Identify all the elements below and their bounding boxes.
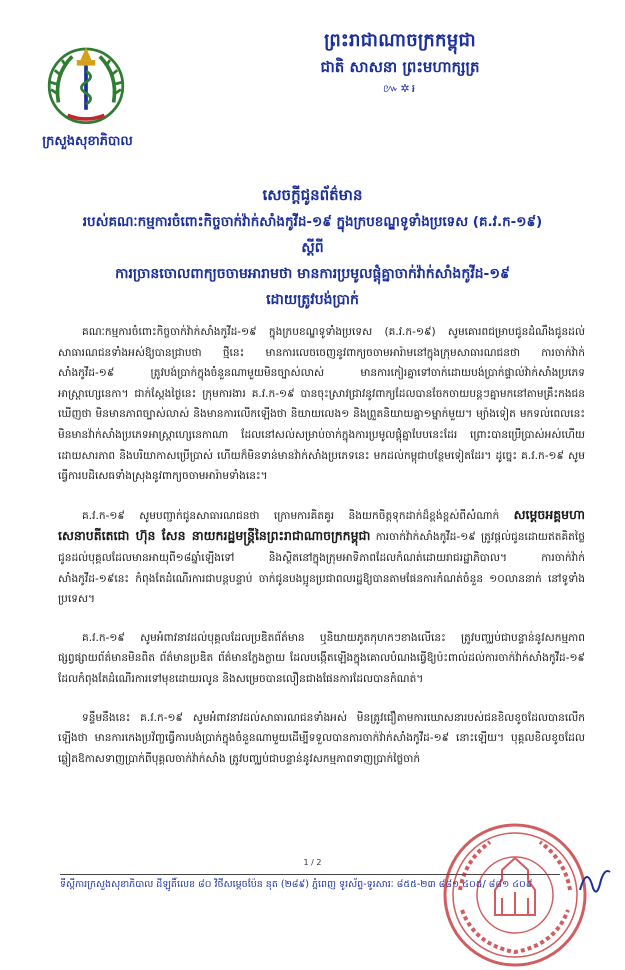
national-motto: ជាតិ សាសនា ព្រះមហាក្សត្រ: [320, 58, 480, 76]
paragraph-3: គ.វ.ក-១៩ សូមអំពាវនាវដល់បុគ្គលដែលប្រឌិតព័ត៌មាន ឬនិយាយភូតកុហកៗខាងលើនេះ ត្រូវបញ្ឈប់ជាបន្ទាន់នូវសកម្មភាពផ្សព្វផ្សាយព័ត៌មានមិនពិត ព័ត៌មានប្រឌិត ព័ត៌មានក្លែងក្លាយ ដែលបង្កើតឡើងក្នុងគោលបំណងធ្វើឱ្យប៉ះពាល់ដល់ការចាក់វ៉ាក់សាំងកូវីដ-១៩ ដែលកំពុងតែដំណើរការទៅមុខដោយរលូន និងសម្រេចបានលឿនជាងផែនការដែលបានកំណត់។: [58, 631, 585, 685]
paragraph-2-rest: ការចាក់វ៉ាក់សាំងកូវីដ-១៩ ត្រូវផ្តល់ជូនដោយឥតគិតថ្លៃ ជូនដល់បុគ្គលដែលមានអាយុពី១៨ឆ្នាំឡើងទៅ និងស្ថិតនៅក្នុងក្រុមអាទិភាពដែលកំណត់ដោយរាជរដ្ឋាភិបាល។ ការចាក់វ៉ាក់សាំងកូវីដ-១៩នេះ កំពុងតែដំណើរការជាបន្តបន្ទាប់ ចាក់ជូនបងប្អូនប្រជាពលរដ្ឋឱ្យបានតាមផែនការកំណត់ចំនួន ១០លាននាក់ នៅទូទាំងប្រទេស។: [58, 531, 585, 606]
prime-minister-name: សម្តេចអគ្គមហាសេនាបតីតេជោ ហ៊ុន សែន នាយករដ្ឋមន្ត្រីនៃព្រះរាជាណាចក្រកម្ពុជា: [58, 506, 585, 544]
paragraph-1: គណៈកម្មការចំពោះកិច្ចចាក់វ៉ាក់សាំងកូវីដ-១៩ ក្នុងក្របខណ្ឌទូទាំងប្រទេស (គ.វ.ក-១៩) សូមគោរពជម្រាបជូនដំណឹងជូនដល់សាធារណជនទាំងអស់ឱ្យបានជ្រាបថា ថ្មីនេះ មានការលេចចេញនូវពាក្យចចាមអារ៉ាមនៅក្នុងក្រុមសាធារណជនថា ការចាក់វ៉ាក់សាំងកូវីដ-១៩ ត្រូវបង់ប្រាក់ក្នុងចំនួនណាមួយមិនច្បាស់លាស់ មានការកៀរគ្នាទៅចាក់ដោយបង់ប្រាក់ផ្ទាល់វ៉ាក់សាំងប្រភេទអាស្ត្រាហ្សេនេកា។ ជាក់ស្តែងថ្ងៃនេះ ក្រុមការងារ គ.វ.ក-១៩ បានចុះស្រាវជ្រាវនូវពាក្យដែលបានចែកចាយបន្តៗគ្នាមកនៅតាមគ្រឹះកងជន ឃើញថា មិនមានភាពច្បាស់លាស់ និងមានការលើកឡើងថា និយាយលេង១ និងព្រួតនិយាយគ្នា១ម្នាក់មួយ។ ម្យ៉ាងទៀត មកទល់ពេលនេះ មិនមានវ៉ាក់សាំងប្រភេទអាស្ត្រាហ្សេនេកាណា ដែលនៅសល់សម្រាប់ចាក់ក្នុងការប្រមូលផ្តុំគ្នាបែបនេះដែរ ព្រោះបានប្រើប្រាស់អស់ហើយដោយសារភាព និងបរិយាកាសប្រើប្រាស់ ហើយក៏មិនទាន់មានវ៉ាក់សាំងប្រភេទនេះ មកដល់កម្ពុជាបន្ថែមទៀតដែរ។ ដូច្នេះ គ.វ.ក-១៩ សូមធ្វើការបដិសេធទាំងស្រុងនូវពាក្យចចាមអារ៉ាមទាំងនេះ។: [58, 326, 585, 483]
subject-line-2: ដោយត្រូវបង់ប្រាក់: [266, 292, 359, 308]
signature-icon: [575, 860, 615, 900]
ornament: ៚✲៛: [382, 82, 418, 95]
title-block: [40, 186, 585, 316]
paragraph-2-intro: គ.វ.ក-១៩ សូមបញ្ជាក់ជូនសាធារណជនថា ក្រោមការគិតគូរ និងយកចិត្តទុកដាក់ដ៏ខ្ពង់ខ្ពស់ពីសំណាក់: [82, 509, 514, 522]
official-seal-icon: [440, 820, 590, 970]
paragraph-2: [58, 505, 585, 610]
page-number: 1 / 2: [303, 858, 322, 867]
document-title: សេចក្តីជូនព័ត៌មាន: [262, 186, 363, 204]
footer-address: ទីស្តីការក្រសួងសុខាភិបាល ដីឡូតិ៍លេខ ៨០ វិថីសម្តេចប៉ែន នុត (២៨៩) ភ្នំពេញ ទូរស័ព្ទ-ទូរសារៈ ៨៥៥-២៣ ៨៨១ ៤០៥/ ៨៨១ ៤០៩: [60, 879, 533, 890]
subject-label: ស្តីពី: [301, 240, 324, 256]
kingdom-title: ព្រះរាជាណាចក្រកម្ពុជា: [324, 30, 476, 51]
paragraph-4: ទន្ទឹមនឹងនេះ គ.វ.ក-១៩ សូមអំពាវនាវដល់សាធារណជនទាំងអស់ មិនត្រូវជឿតាមការឃោសនារបស់ជនខិលខូចដែលបានលើកឡើងថា មានការកេងប្រវ័ញ្ចធ្វើការបង់ប្រាក់ក្នុងចំនួនណាមួយដើម្បីទទួលបានការចាក់វ៉ាក់សាំងកូវីដ-១៩ នោះឡើយ។ បុគ្គលខិលខូចដែលឆ្លៀតឱកាសទាញប្រាក់ពីបុគ្គលចាក់វ៉ាក់សាំង ត្រូវបញ្ឈប់ជាបន្ទាន់នូវសកម្មភាពទាញប្រាក់ថ្លៃចាក់: [58, 711, 585, 765]
subject-line-1: ការច្រានចោលពាក្យចចាមអារាមថា មានការប្រមូលផ្តុំគ្នាចាក់វ៉ាក់សាំងកូវីដ-១៩: [115, 266, 510, 282]
body-text: [58, 322, 585, 787]
ministry-name: ក្រសួងសុខាភិបាល: [42, 134, 133, 149]
ministry-of-health-emblem-icon: [40, 38, 132, 130]
committee-name: របស់គណៈកម្មការចំពោះកិច្ចចាក់វ៉ាក់សាំងកូវីដ-១៩ ក្នុងក្របខណ្ឌទូទាំងប្រទេស (គ.វ.ក-១៩): [82, 214, 543, 230]
